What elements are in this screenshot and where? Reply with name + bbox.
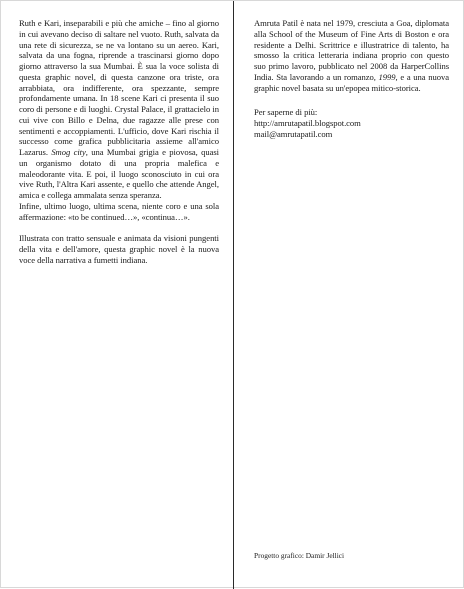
left-flap-column — [19, 18, 219, 266]
more-info-block — [254, 107, 449, 139]
synopsis-paragraph — [19, 18, 219, 201]
synopsis-text: Ruth e Kari, inseparabili e più che amiche – fino al giorno in cui avevano deciso di saltare nel vuoto. Ruth, salvata da una rete di sicurezza, se ne va lontano su un aereo. Kari, salvata da una fogna, riprende a trascinarsi giorno dopo giorno attraverso la sua Mumbai. È sua la voce solista di questa graphic novel, di questa canzone ora triste, ora arrabbiata, ora indifferente, ora spezzante, sempre profondamente umana. In 18 scene Kari ci presenta il suo coro di persone e di luoghi. Crystal Palace, il grattacielo in cui vive con Billo e Delna, due ragazze alle prese con sentimenti e accoppiamenti. L'ufficio, dove Kari rischia il successo come grafica pubblicitaria assieme all'amico Lazarus. — [19, 18, 219, 157]
synopsis-text-continued: , una Mumbai grigia e piovosa, quasi un organismo dotato di una propria malefica e maleodorante vita. E poi, il luogo sconosciuto in cui ora vive Ruth, l'Altra Kari assente, e quello che attende Angel, amica e collega ammalata senza speranza. — [19, 147, 219, 200]
author-bio-italic-title: 1999 — [378, 71, 396, 82]
right-flap-column — [254, 18, 449, 140]
design-credit: Progetto grafico: Damir Jellici — [254, 551, 345, 560]
flap-fold-divider — [233, 1, 234, 589]
synopsis-closing-paragraph: Infine, ultimo luogo, ultima scena, niente coro e una sola affermazione: «to be continued…», «continua…». — [19, 200, 219, 222]
synopsis-italic-title: Smog city — [51, 147, 86, 157]
author-bio-text: Amruta Patil è nata nel 1979, cresciuta a Goa, diplomata alla School of the Museum of Fine Arts di Boston e ora residente a Delhi. Scrittrice e illustratrice di talento, ha smosso la critica letteraria indiana proprio con questo suo primo lavoro, pubblicato nel 2008 da HarperCollins India. Sta lavorando a un romanzo, — [254, 18, 449, 82]
tagline-paragraph: Illustrata con tratto sensuale e animata da visioni pungenti della vita e dell'amore, questa graphic novel è la nuova voce della narrativa a fumetti indiana. — [19, 233, 219, 265]
author-bio-text-continued: , e a una nuova graphic novel basata su un'epopea mitico-storica. — [254, 71, 449, 93]
author-bio-paragraph — [254, 18, 449, 93]
author-email-link[interactable]: mail@amrutapatil.com — [254, 128, 333, 139]
author-blog-link[interactable]: http://amrutapatil.blogspot.com — [254, 118, 361, 128]
more-info-heading: Per saperne di più: — [254, 107, 318, 118]
